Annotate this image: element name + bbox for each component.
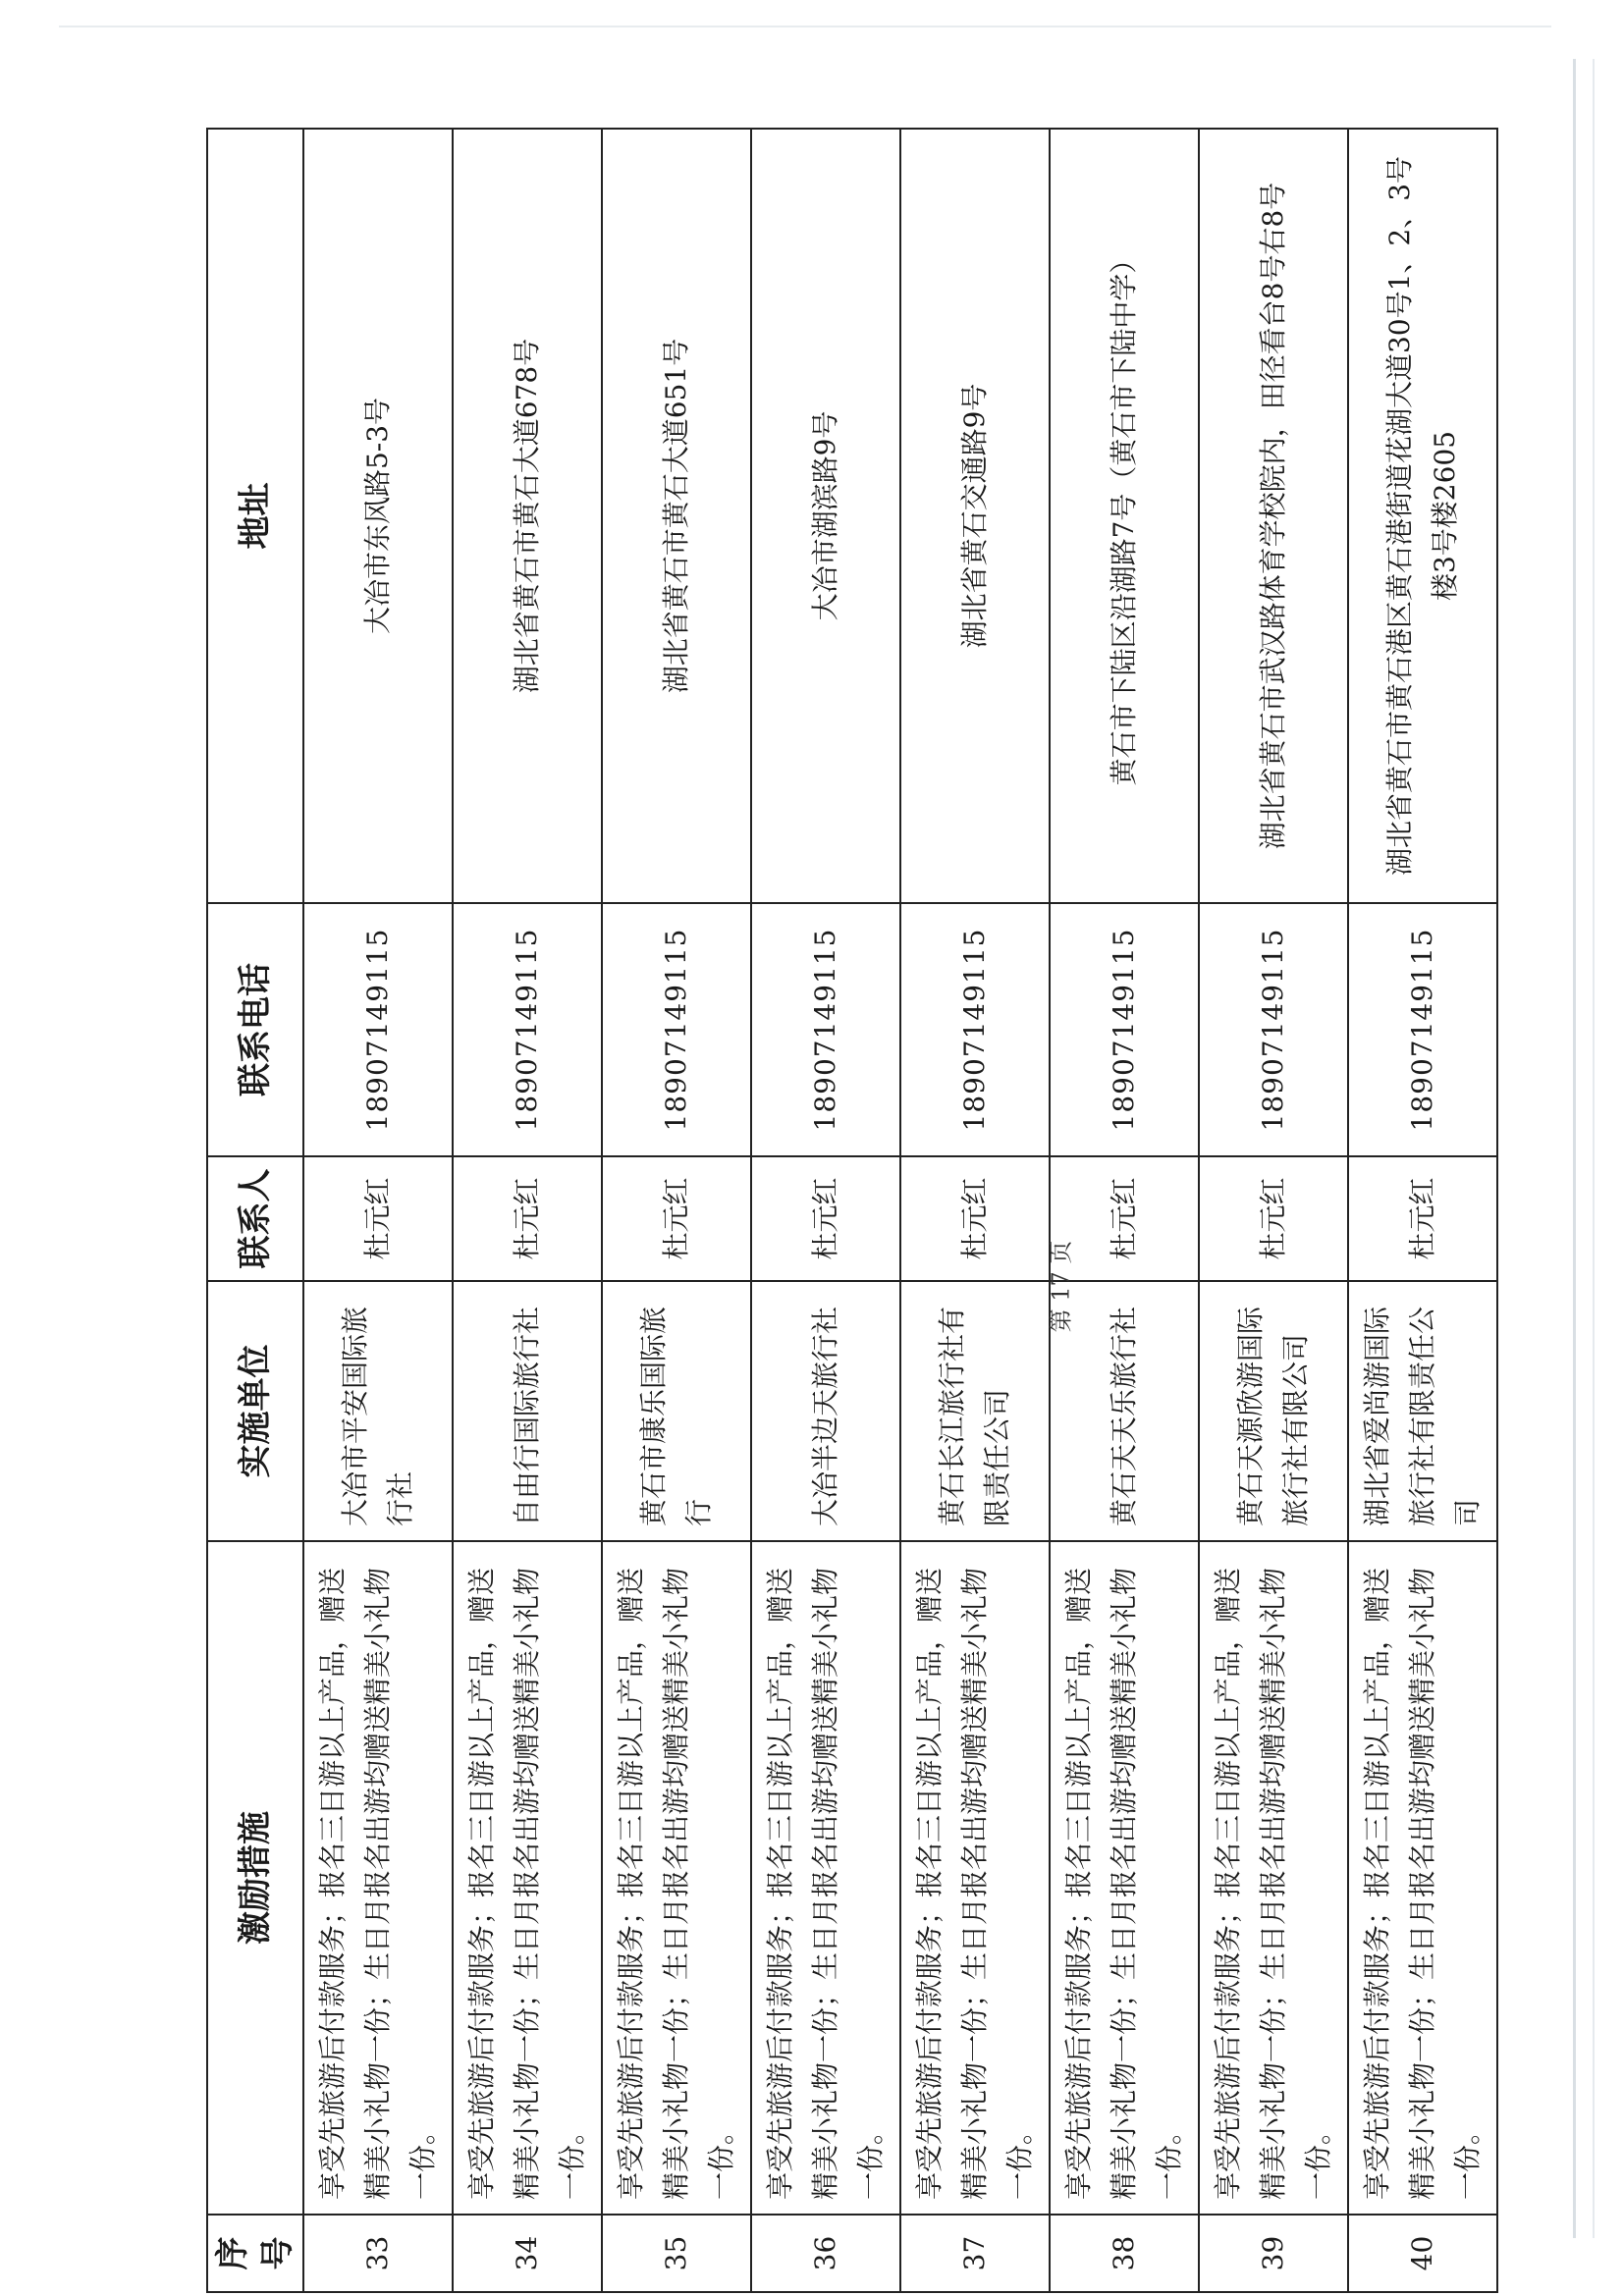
cell-incentive: 享受先旅游后付款服务；报名三日游以上产品，赠送精美小礼物一份；生日月报名出游均赠送精美小礼物一份。 xyxy=(602,1541,751,2215)
cell-phone: 18907149115 xyxy=(602,903,751,1156)
cell-incentive: 享受先旅游后付款服务；报名三日游以上产品，赠送精美小礼物一份；生日月报名出游均赠送精美小礼物一份。 xyxy=(303,1541,453,2215)
header-unit: 实施单位 xyxy=(207,1281,303,1541)
header-contact: 联系人 xyxy=(207,1156,303,1281)
table-row xyxy=(1199,129,1348,2292)
cell-contact: 杜元红 xyxy=(1050,1156,1199,1281)
header-phone: 联系电话 xyxy=(207,903,303,1156)
cell-phone: 18907149115 xyxy=(1199,903,1348,1156)
cell-unit: 大冶半边天旅行社 xyxy=(751,1281,900,1541)
cell-address: 大冶市东风路5-3号 xyxy=(303,129,453,903)
cell-address: 湖北省黄石交通路9号 xyxy=(900,129,1050,903)
cell-contact: 杜元红 xyxy=(602,1156,751,1281)
cell-index: 39 xyxy=(1199,2215,1348,2292)
cell-incentive: 享受先旅游后付款服务；报名三日游以上产品，赠送精美小礼物一份；生日月报名出游均赠送精美小礼物一份。 xyxy=(751,1541,900,2215)
cell-phone: 18907149115 xyxy=(1348,903,1497,1156)
table-row xyxy=(751,129,900,2292)
cell-incentive: 享受先旅游后付款服务；报名三日游以上产品，赠送精美小礼物一份；生日月报名出游均赠送精美小礼物一份。 xyxy=(1050,1541,1199,2215)
scan-edge-line xyxy=(1573,59,1576,2238)
table-row xyxy=(900,129,1050,2292)
cell-index: 40 xyxy=(1348,2215,1497,2292)
scan-edge-line xyxy=(1593,59,1595,2238)
cell-phone: 18907149115 xyxy=(453,903,602,1156)
cell-incentive: 享受先旅游后付款服务；报名三日游以上产品，赠送精美小礼物一份；生日月报名出游均赠送精美小礼物一份。 xyxy=(453,1541,602,2215)
cell-phone: 18907149115 xyxy=(1050,903,1199,1156)
cell-index: 38 xyxy=(1050,2215,1199,2292)
cell-index: 35 xyxy=(602,2215,751,2292)
cell-index: 37 xyxy=(900,2215,1050,2292)
scan-edge-line xyxy=(59,26,1551,27)
cell-contact: 杜元红 xyxy=(900,1156,1050,1281)
page-number-footer xyxy=(1039,1188,1078,1384)
table-header-row xyxy=(207,129,303,2292)
table-row xyxy=(453,129,602,2292)
cell-contact: 杜元红 xyxy=(453,1156,602,1281)
cell-contact: 杜元红 xyxy=(751,1156,900,1281)
cell-unit: 大冶市平安国际旅行社 xyxy=(303,1281,453,1541)
header-incentive: 激励措施 xyxy=(207,1541,303,2215)
cell-unit: 黄石天源欣游国际旅行社有限公司 xyxy=(1199,1281,1348,1541)
cell-address: 湖北省黄石市黄石港区黄石港街道花湖大道30号1、2、3号楼3号楼2605 xyxy=(1348,129,1497,903)
cell-unit: 湖北省爱尚游国际旅行社有限责任公司 xyxy=(1348,1281,1497,1541)
cell-address: 黄石市下陆区沿湖路7号（黄石市下陆中学） xyxy=(1050,129,1199,903)
cell-index: 34 xyxy=(453,2215,602,2292)
cell-address: 大冶市湖滨路9号 xyxy=(751,129,900,903)
cell-unit: 黄石市康乐国际旅行 xyxy=(602,1281,751,1541)
cell-index: 36 xyxy=(751,2215,900,2292)
table-row xyxy=(1348,129,1497,2292)
header-address: 地址 xyxy=(207,129,303,903)
page-number: 第 17 页 xyxy=(1047,1240,1075,1332)
table-row xyxy=(602,129,751,2292)
cell-phone: 18907149115 xyxy=(900,903,1050,1156)
cell-address: 湖北省黄石市武汉路体育学校院内，田径看台8号右8号 xyxy=(1199,129,1348,903)
cell-incentive: 享受先旅游后付款服务；报名三日游以上产品，赠送精美小礼物一份；生日月报名出游均赠送精美小礼物一份。 xyxy=(1199,1541,1348,2215)
cell-address: 湖北省黄石市黄石大道678号 xyxy=(453,129,602,903)
cell-unit: 黄石长江旅行社有限责任公司 xyxy=(900,1281,1050,1541)
table-row xyxy=(303,129,453,2292)
cell-unit: 自由行国际旅行社 xyxy=(453,1281,602,1541)
cell-contact: 杜元红 xyxy=(1199,1156,1348,1281)
incentive-table xyxy=(206,128,1498,2293)
cell-incentive: 享受先旅游后付款服务；报名三日游以上产品，赠送精美小礼物一份；生日月报名出游均赠送精美小礼物一份。 xyxy=(1348,1541,1497,2215)
cell-contact: 杜元红 xyxy=(303,1156,453,1281)
cell-phone: 18907149115 xyxy=(303,903,453,1156)
cell-contact: 杜元红 xyxy=(1348,1156,1497,1281)
cell-address: 湖北省黄石市黄石大道651号 xyxy=(602,129,751,903)
cell-incentive: 享受先旅游后付款服务；报名三日游以上产品，赠送精美小礼物一份；生日月报名出游均赠送精美小礼物一份。 xyxy=(900,1541,1050,2215)
header-index: 序号 xyxy=(207,2215,303,2292)
cell-unit: 黄石天天乐旅行社 xyxy=(1050,1281,1199,1541)
rotated-table-sheet xyxy=(206,130,1484,2293)
cell-phone: 18907149115 xyxy=(751,903,900,1156)
cell-index: 33 xyxy=(303,2215,453,2292)
